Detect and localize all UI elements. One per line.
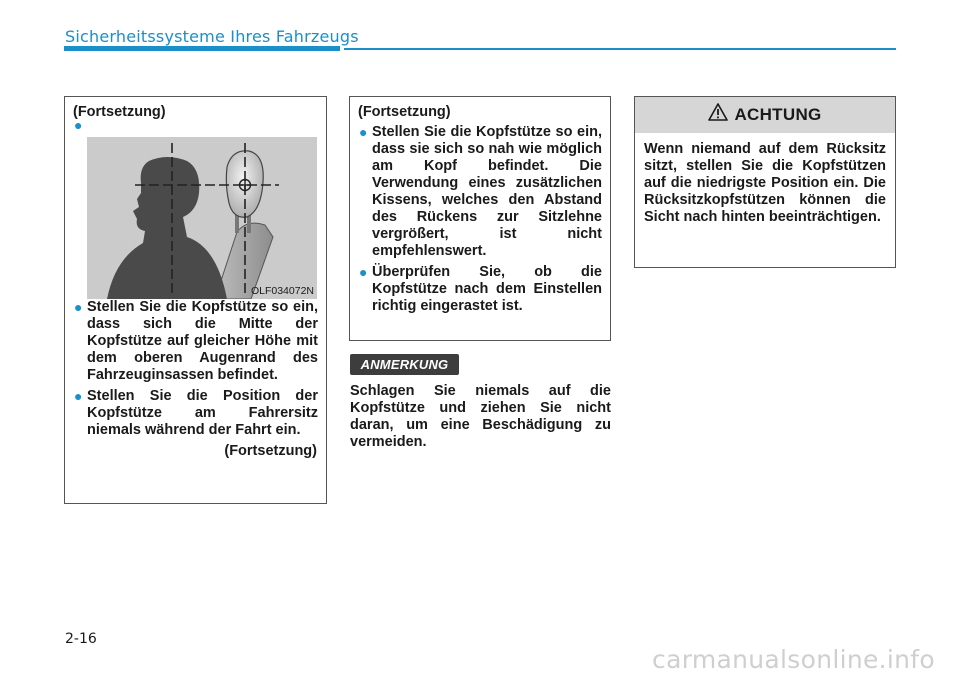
bullet-dot-icon: ● bbox=[74, 299, 83, 315]
figure-code: OLF034072N bbox=[250, 285, 314, 297]
continued-label-bottom: (Fortsetzung) bbox=[224, 443, 317, 459]
note-text: Schlagen Sie niemals auf die Kopfstütze und ziehen Sie nicht daran, um eine Beschädigung zu vermeiden. bbox=[350, 383, 611, 450]
note-badge: ANMERKUNG bbox=[350, 354, 459, 375]
bullet-dot-icon: ● bbox=[74, 117, 83, 133]
watermark: carmanualsonline.info bbox=[652, 645, 935, 674]
continued-label-top: (Fortsetzung) bbox=[358, 104, 451, 120]
left-info-box bbox=[64, 96, 327, 504]
headrest-illustration bbox=[87, 137, 317, 299]
section-title: Sicherheitssysteme Ihres Fahrzeugs bbox=[65, 27, 359, 46]
bullet-dot-icon: ● bbox=[359, 124, 368, 140]
list-item: ● Überprüfen Sie, ob die Kopfstütze nach dem Einstellen richtig eingerastet ist. bbox=[359, 264, 602, 314]
middle-info-box bbox=[349, 96, 611, 341]
list-item: ● Stellen Sie die Position der Kopfstütze am Fahrersitz niemals während der Fahrt ein. bbox=[74, 388, 318, 438]
list-item: ● Stellen Sie die Kopfstütze so ein, dass sie sich so nah wie möglich am Kopf befindet. Die Verwendung eines zusätzlichen Kissens, welches den Abstand des Rückens zur Sitzlehne vergrößert, ist nicht empfehlenswert. bbox=[359, 124, 602, 259]
warning-box bbox=[634, 96, 896, 268]
continued-label-top: (Fortsetzung) bbox=[73, 104, 166, 120]
warning-text: Wenn niemand auf dem Rücksitz sitzt, stellen Sie die Kopfstützen auf die niedrigste Position ein. Die Rücksitzkopfstützen können die Sicht nach hinten beeinträchtigen. bbox=[644, 141, 886, 225]
header-rule-thick bbox=[64, 46, 340, 51]
warning-title: ACHTUNG bbox=[734, 105, 822, 124]
header-rule-thin bbox=[344, 48, 896, 50]
bullet-dot-icon: ● bbox=[74, 388, 83, 404]
warning-header bbox=[635, 97, 895, 133]
left-bullet-list bbox=[73, 299, 318, 439]
list-item: ● Stellen Sie die Kopfstütze so ein, dass sich die Mitte der Kopfstütze auf gleicher Höhe mit dem oberen Augenrand des Fahrzeuginsassen befindet. bbox=[74, 299, 318, 383]
warning-triangle-icon bbox=[708, 103, 728, 126]
middle-bullet-list bbox=[358, 124, 602, 315]
bullet-dot-icon: ● bbox=[359, 264, 368, 280]
head-restraint-diagram-icon bbox=[87, 137, 317, 299]
bullet-marker bbox=[73, 117, 318, 133]
page-number: 2-16 bbox=[65, 631, 97, 647]
